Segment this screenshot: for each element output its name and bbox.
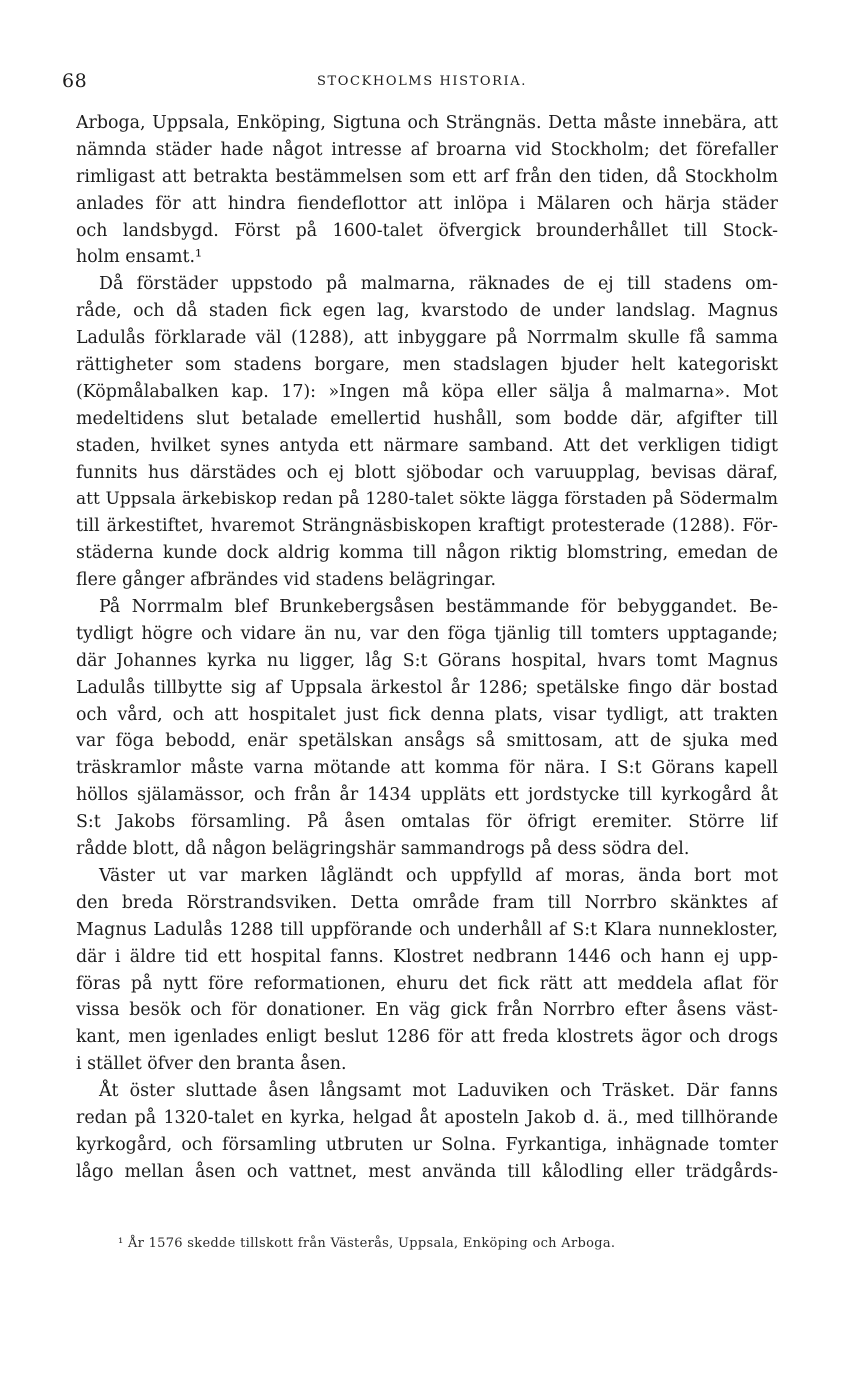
text-line: att Uppsala ärkebiskop redan på 1280-talet sökte lägga förstaden på Södermalm <box>76 489 778 510</box>
text-line: staden, hvilket synes antyda ett närmare samband. Att det verkligen tidigt <box>76 435 778 456</box>
text-line: Väster ut var marken lågländt och uppfylld af moras, ända bort mot <box>99 865 778 886</box>
text-line: vissa besök och för donationer. En väg gick från Norrbro efter åsens väst- <box>76 1000 778 1021</box>
text-line: Då förstäder uppstodo på malmarna, räknades de ej till stadens om- <box>99 274 778 295</box>
text-line: kyrkogård, och församling utbruten ur Solna. Fyrkantiga, inhägnade tomter <box>76 1134 778 1155</box>
page-number: 68 <box>62 70 88 92</box>
text-line: städerna kunde dock aldrig komma till någon riktig blomstring, emedan de <box>76 543 778 564</box>
footnote: ¹ År 1576 skedde tillskott från Västerås, Uppsala, Enköping och Arboga. <box>118 1236 616 1251</box>
text-line: funnits hus därstädes och ej blott sjöbodar och varuupplag, bevisas däraf, <box>76 462 778 483</box>
text-line: nämnda städer hade något intresse af broarna vid Stockholm; det förefaller <box>76 139 778 160</box>
text-line: lågo mellan åsen och vattnet, mest använda till kålodling eller trädgårds- <box>76 1161 778 1182</box>
text-line: Magnus Ladulås 1288 till uppförande och underhåll af S:t Klara nunnekloster, <box>76 919 778 940</box>
text-line: redan på 1320-talet en kyrka, helgad åt aposteln Jakob d. ä., med tillhörande <box>76 1107 778 1128</box>
running-head <box>62 70 782 94</box>
text-line: Ladulås förklarade väl (1288), att inbyggare på Norrmalm skulle få samma <box>76 328 778 349</box>
text-line: anlades för att hindra fiendeflottor att inlöpa i Mälaren och härja städer <box>76 193 778 214</box>
text-line: På Norrmalm blef Brunkebergsåsen bestämmande för bebyggandet. Be- <box>99 597 778 618</box>
text-line: Arboga, Uppsala, Enköping, Sigtuna och Strängnäs. Detta måste innebära, att <box>76 113 778 133</box>
text-line: där i äldre tid ett hospital fanns. Klostret nedbrann 1446 och hann ej upp- <box>76 946 778 967</box>
text-line: S:t Jakobs församling. På åsen omtalas för öfrigt eremiter. Större lif <box>76 812 778 833</box>
text-line: Åt öster sluttade åsen långsamt mot Laduviken och Träsket. Där fanns <box>99 1081 778 1102</box>
text-line: kant, men igenlades enligt beslut 1286 för att freda klostrets ägor och drogs <box>76 1027 778 1048</box>
body-text <box>76 110 778 1186</box>
text-line: rättigheter som stadens borgare, men stadslagen bjuder helt kategoriskt <box>76 355 778 376</box>
text-line: och vård, och att hospitalet just fick denna plats, visar tydligt, att trakten <box>76 704 778 725</box>
text-line: i stället öfver den branta åsen. <box>76 1054 347 1075</box>
text-line: tydligt högre och vidare än nu, var den föga tjänlig till tomters upptagande; <box>76 623 778 644</box>
text-line: och landsbygd. Först på 1600-talet öfvergick brounderhållet till Stock- <box>76 220 778 241</box>
text-line: höllos själamässor, och från år 1434 uppläts ett jordstycke till kyrkogård åt <box>76 785 778 806</box>
text-line: den breda Rörstrandsviken. Detta område fram till Norrbro skänktes af <box>76 892 778 913</box>
text-line: råde, och då staden fick egen lag, kvarstodo de under landslag. Magnus <box>76 301 778 322</box>
text-line: Ladulås tillbytte sig af Uppsala ärkestol år 1286; spetälske fingo där bostad <box>76 677 778 698</box>
text-line: träskramlor måste varna mötande att komma för nära. I S:t Görans kapell <box>76 758 778 779</box>
text-line: medeltidens slut betalade emellertid hushåll, som bodde där, afgifter till <box>76 408 778 429</box>
text-line: holm ensamt.¹ <box>76 247 203 268</box>
text-line: flere gånger afbrändes vid stadens belägringar. <box>76 570 497 591</box>
text-line: (Köpmålabalken kap. 17): »Ingen må köpa eller sälja å malmarna». Mot <box>76 381 778 402</box>
text-line: rimligast att betrakta bestämmelsen som ett arf från den tiden, då Stockholm <box>76 166 778 187</box>
text-line: rådde blott, då någon belägringshär sammandrogs på dess södra del. <box>76 839 690 860</box>
text-line: till ärkestiftet, hvaremot Strängnäsbiskopen kraftigt protesterade (1288). För- <box>76 516 778 537</box>
running-title: STOCKHOLMS HISTORIA. <box>316 74 528 89</box>
text-line: var föga bebodd, enär spetälskan ansågs så smittosam, att de sjuka med <box>76 731 778 752</box>
text-line: föras på nytt före reformationen, ehuru det fick rätt att meddela aflat för <box>76 973 778 994</box>
text-line: där Johannes kyrka nu ligger, låg S:t Görans hospital, hvars tomt Magnus <box>76 650 778 671</box>
